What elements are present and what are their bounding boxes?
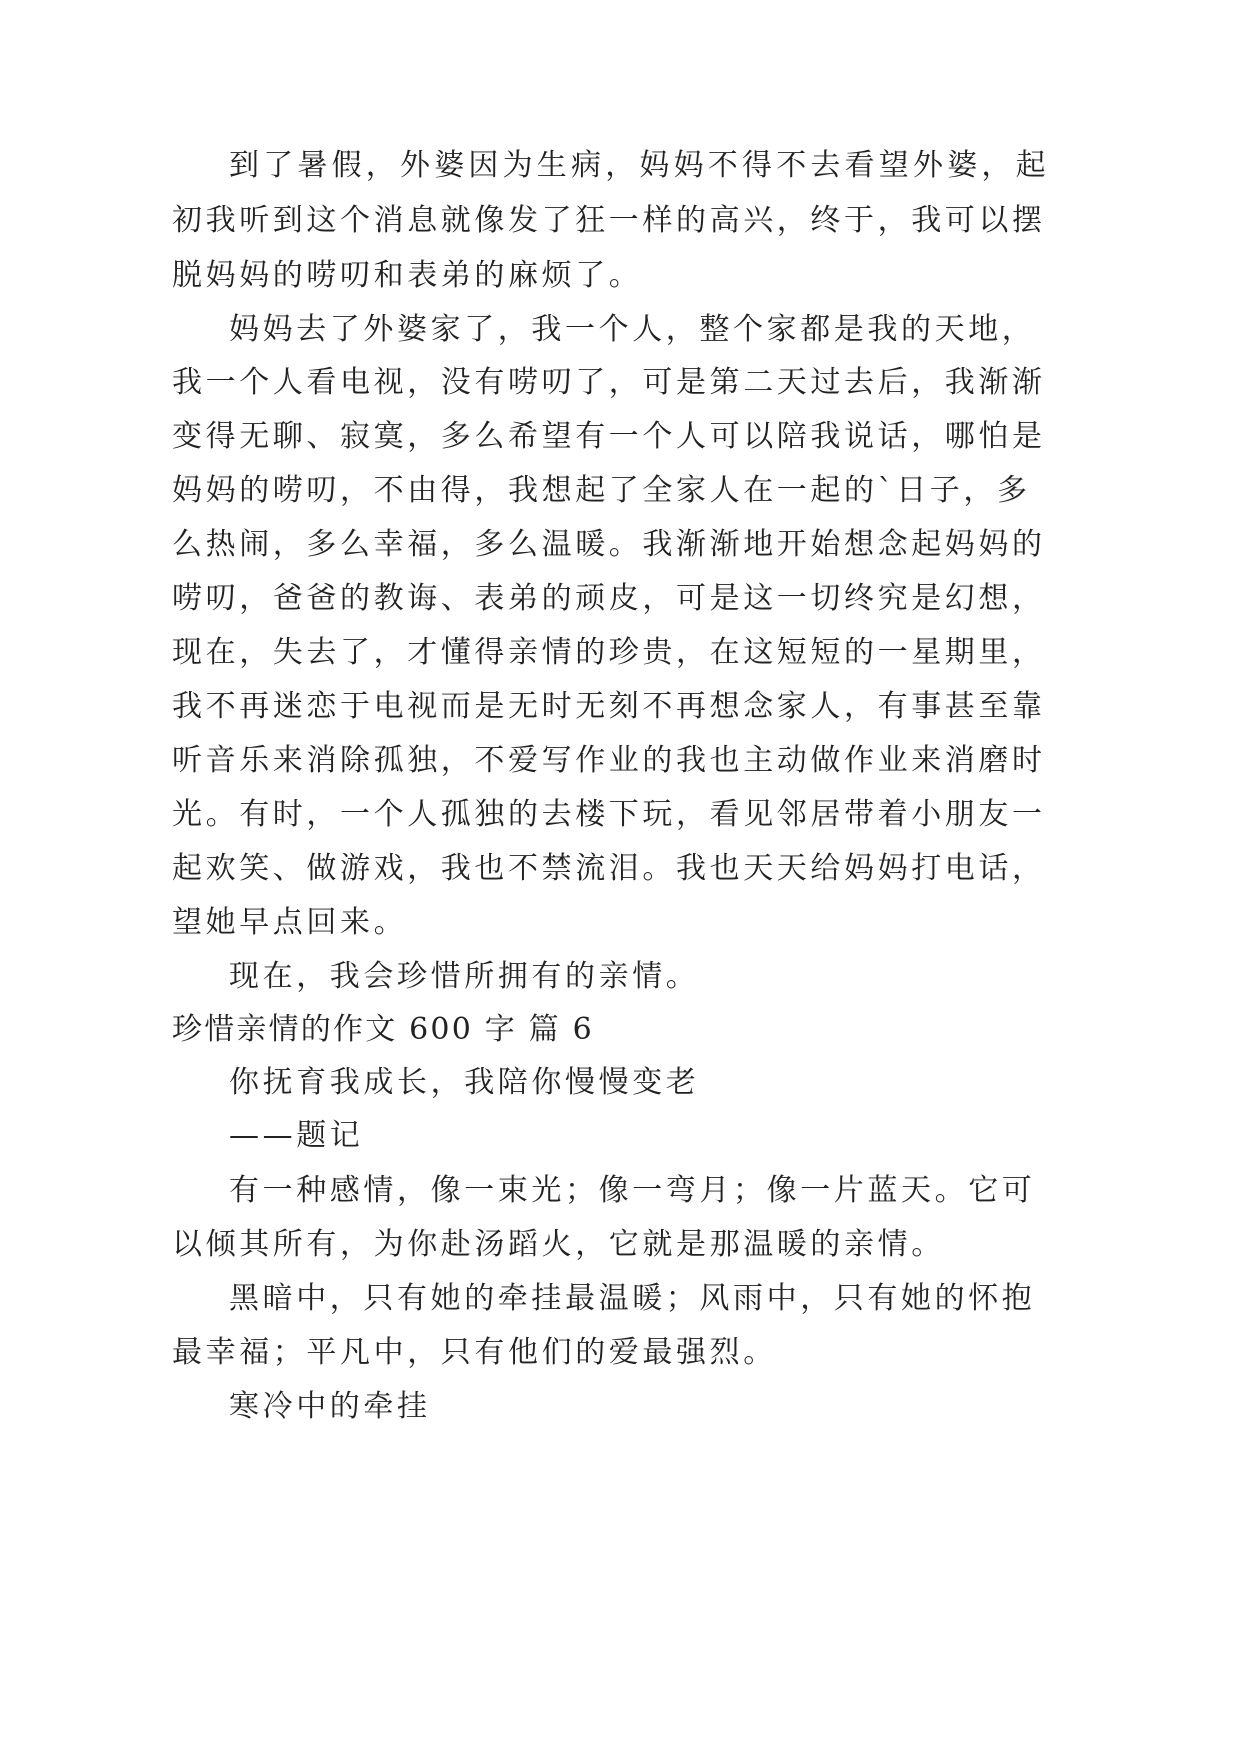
paragraph-2-line-12: 望她早点回来。 <box>172 905 408 940</box>
paragraph-2-line-3: 变得无聊、寂寞，多么希望有一个人可以陪我说话，哪怕是 <box>172 419 1046 454</box>
paragraph-2-line-11: 起欢笑、做游戏，我也不禁流泪。我也天天给妈妈打电话， <box>172 851 1046 886</box>
paragraph-3-line-1: 现在，我会珍惜所拥有的亲情。 <box>229 959 700 994</box>
paragraph-2-line-6: 唠叨，爸爸的教诲、表弟的顽皮，可是这一切终究是幻想， <box>172 581 1046 616</box>
paragraph-6-line-1: 寒冷中的牵挂 <box>229 1389 431 1424</box>
paragraph-2-line-1: 妈妈去了外婆家了，我一个人，整个家都是我的天地， <box>229 312 1036 347</box>
paragraph-1-line-3: 脱妈妈的唠叨和表弟的麻烦了。 <box>172 258 643 293</box>
paragraph-4-line-1: 有一种感情，像一束光；像一弯月；像一片蓝天。它可 <box>229 1173 1036 1208</box>
paragraph-2-line-4: 妈妈的唠叨，不由得，我想起了全家人在一起的`日子，多 <box>172 473 1031 508</box>
paragraph-4-line-2: 以倾其所有，为你赴汤蹈火，它就是那温暖的亲情。 <box>172 1227 945 1262</box>
paragraph-2-line-9: 听音乐来消除孤独，不爱写作业的我也主动做作业来消磨时 <box>172 743 1046 778</box>
paragraph-5-line-2: 最幸福；平凡中，只有他们的爱最强烈。 <box>172 1335 777 1370</box>
paragraph-2-line-8: 我不再迷恋于电视而是无时无刻不再想念家人，有事甚至靠 <box>172 689 1046 724</box>
paragraph-2-line-5: 么热闹，多么幸福，多么温暖。我渐渐地开始想念起妈妈的 <box>172 527 1046 562</box>
section-heading: 珍惜亲情的作文 600 字 篇 6 <box>172 1012 594 1047</box>
paragraph-2-line-10: 光。有时，一个人孤独的去楼下玩，看见邻居带着小朋友一 <box>172 797 1046 832</box>
epigraph-attribution: ——题记 <box>229 1118 364 1153</box>
epigraph-line: 你抚育我成长，我陪你慢慢变老 <box>229 1065 700 1100</box>
paragraph-1-line-1: 到了暑假，外婆因为生病，妈妈不得不去看望外婆，起 <box>229 148 1050 183</box>
paragraph-2-line-2: 我一个人看电视，没有唠叨了，可是第二天过去后，我渐渐 <box>172 365 1046 400</box>
paragraph-5-line-1: 黑暗中，只有她的牵挂最温暖；风雨中，只有她的怀抱 <box>229 1281 1036 1316</box>
paragraph-1-line-2: 初我听到这个消息就像发了狂一样的高兴，终于，我可以摆 <box>172 203 1046 238</box>
paragraph-2-line-7: 现在，失去了，才懂得亲情的珍贵，在这短短的一星期里， <box>172 635 1046 670</box>
